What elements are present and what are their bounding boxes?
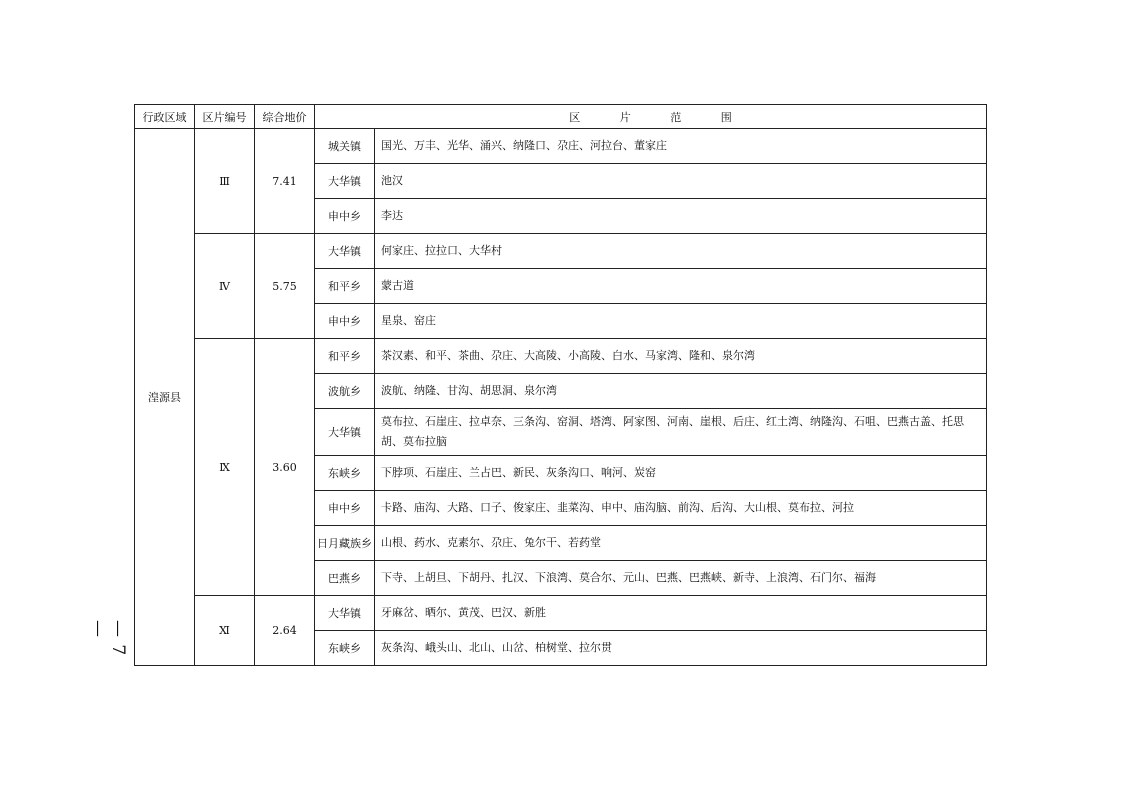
town-cell: 东峡乡: [315, 456, 375, 491]
zone-price-cell: 7.41: [255, 129, 315, 234]
town-cell: 申中乡: [315, 199, 375, 234]
town-cell: 日月藏族乡: [315, 526, 375, 561]
zone-price-cell: 2.64: [255, 596, 315, 666]
header-zone-id: 区片编号: [195, 105, 255, 129]
land-price-zone-table: [134, 104, 987, 666]
zone-id-cell: Ⅸ: [195, 339, 255, 596]
zone-price-cell: 5.75: [255, 234, 315, 339]
page-number: — 7 —: [88, 620, 128, 657]
zone-id-cell: Ⅲ: [195, 129, 255, 234]
villages-cell: 莫布拉、石崖庄、拉卓奈、三条沟、窑洞、塔湾、阿家图、河南、崖根、后庄、红土湾、纳隆沟、石咀、巴燕古盖、托思胡、莫布拉脑: [375, 409, 987, 456]
table-row: [135, 234, 987, 269]
villages-cell: 灰条沟、峨头山、北山、山岔、柏树堂、拉尔贯: [375, 631, 987, 666]
header-price: 综合地价: [255, 105, 315, 129]
villages-cell: 下脖项、石崖庄、兰占巴、新民、灰条沟口、响河、炭窑: [375, 456, 987, 491]
town-cell: 申中乡: [315, 491, 375, 526]
zone-id-cell: Ⅺ: [195, 596, 255, 666]
table-header-row: [135, 105, 987, 129]
town-cell: 城关镇: [315, 129, 375, 164]
town-cell: 申中乡: [315, 304, 375, 339]
villages-cell: 池汉: [375, 164, 987, 199]
villages-cell: 卡路、庙沟、大路、口子、俊家庄、韭菜沟、申中、庙沟脑、前沟、后沟、大山根、莫布拉、河拉: [375, 491, 987, 526]
table-row: [135, 596, 987, 631]
town-cell: 波航乡: [315, 374, 375, 409]
villages-cell: 下寺、上胡旦、下胡丹、扎汉、下浪湾、莫合尔、元山、巴燕、巴燕峡、新寺、上浪湾、石门尔、福海: [375, 561, 987, 596]
villages-cell: 波航、纳隆、甘沟、胡思洞、泉尔湾: [375, 374, 987, 409]
town-cell: 大华镇: [315, 409, 375, 456]
villages-cell: 何家庄、拉拉口、大华村: [375, 234, 987, 269]
villages-cell: 星泉、窑庄: [375, 304, 987, 339]
town-cell: 和平乡: [315, 269, 375, 304]
town-cell: 巴燕乡: [315, 561, 375, 596]
town-cell: 大华镇: [315, 164, 375, 199]
town-cell: 东峡乡: [315, 631, 375, 666]
villages-cell: 山根、药水、克素尔、尕庄、兔尔干、若药堂: [375, 526, 987, 561]
villages-cell: 李达: [375, 199, 987, 234]
villages-cell: 茶汉素、和平、茶曲、尕庄、大高陵、小高陵、白水、马家湾、隆和、泉尔湾: [375, 339, 987, 374]
table-row: [135, 129, 987, 164]
county-cell: 湟源县: [135, 129, 195, 666]
town-cell: 大华镇: [315, 234, 375, 269]
header-range: 区 片 范 围: [315, 105, 987, 129]
villages-cell: 国光、万丰、光华、涌兴、纳隆口、尕庄、河拉台、董家庄: [375, 129, 987, 164]
header-region: 行政区域: [135, 105, 195, 129]
town-cell: 和平乡: [315, 339, 375, 374]
zone-id-cell: Ⅳ: [195, 234, 255, 339]
table-row: [135, 339, 987, 374]
villages-cell: 蒙古道: [375, 269, 987, 304]
villages-cell: 牙麻岔、晒尔、黄茂、巴汉、新胜: [375, 596, 987, 631]
town-cell: 大华镇: [315, 596, 375, 631]
zone-price-cell: 3.60: [255, 339, 315, 596]
